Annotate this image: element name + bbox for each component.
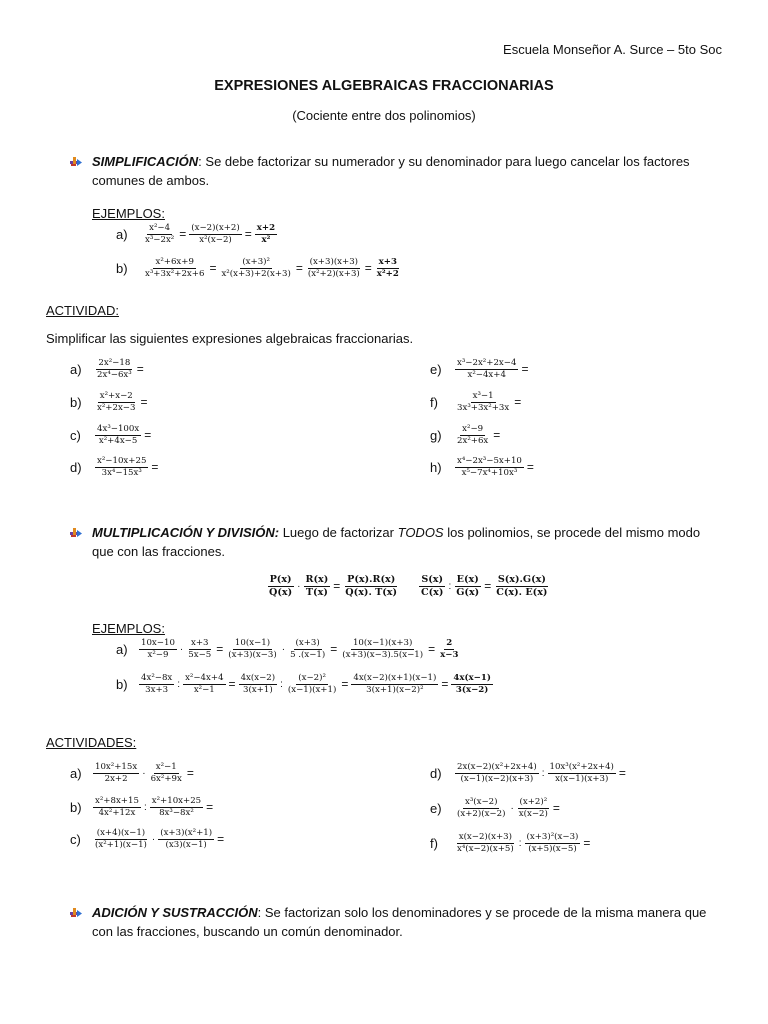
actividad-instruction: Simplificar las siguientes expresiones algebraicas fraccionarias. bbox=[46, 331, 414, 346]
equals-sign: = bbox=[151, 460, 159, 475]
denominator: G(x) bbox=[456, 586, 480, 598]
divide-sign: : bbox=[177, 678, 181, 690]
numerator: x+2 bbox=[256, 223, 276, 233]
numerator: x+3 bbox=[378, 257, 397, 267]
actividades-heading: ACTIVIDADES: bbox=[46, 735, 137, 750]
numerator: x²−4x+4 bbox=[185, 673, 224, 683]
numerator: (x+2)² bbox=[519, 797, 548, 807]
numerator: x⁴−2x³−5x+10 bbox=[457, 456, 522, 466]
equals-sign: = bbox=[618, 766, 626, 781]
denominator: x³−2x² bbox=[145, 234, 175, 245]
exercise-label: c) bbox=[70, 831, 81, 847]
equals-sign: = bbox=[136, 362, 144, 377]
exercise-item bbox=[70, 457, 160, 477]
equals-sign: = bbox=[552, 801, 560, 816]
fraction bbox=[94, 392, 138, 412]
fraction bbox=[185, 639, 214, 659]
exercise-label: b) bbox=[70, 394, 82, 410]
denominator: (x−1)(x−2)(x+3) bbox=[460, 773, 534, 784]
times-sign: · bbox=[281, 643, 286, 655]
numerator: (x+3)(x+3) bbox=[309, 257, 359, 267]
result-fraction bbox=[450, 674, 494, 694]
numerator: x²+10x+25 bbox=[151, 796, 202, 806]
equals-sign: = bbox=[526, 460, 534, 475]
denominator: 5x−5 bbox=[188, 649, 212, 660]
denominator: C(x) bbox=[421, 586, 444, 598]
fraction bbox=[188, 224, 242, 244]
operator-sign: · bbox=[142, 767, 146, 779]
equals-sign: = bbox=[179, 227, 187, 242]
equals-sign: = bbox=[514, 395, 522, 410]
denominator: x(x−1)(x+3) bbox=[555, 773, 609, 784]
fraction bbox=[92, 797, 142, 817]
fraction bbox=[342, 575, 400, 597]
denominator: (x3)(x−1) bbox=[165, 839, 207, 850]
division-rule bbox=[418, 575, 550, 597]
operator-sign: : bbox=[143, 801, 147, 813]
denominator: x(x−2) bbox=[518, 808, 548, 819]
fraction bbox=[350, 674, 439, 694]
denominator: 3x³+3x²+3x bbox=[457, 402, 510, 413]
operator-sign: : bbox=[518, 837, 522, 849]
operator-sign: · bbox=[151, 833, 156, 845]
denominator: x³+3x²+2x+6 bbox=[145, 268, 205, 279]
exercise-label: d) bbox=[430, 765, 442, 781]
numerator: (x+3)²(x−3) bbox=[526, 832, 579, 842]
fraction bbox=[339, 639, 426, 659]
multiplicacion-example-b bbox=[116, 674, 494, 694]
numerator: S(x).G(x) bbox=[497, 574, 546, 585]
numerator: x³−2x²+2x−4 bbox=[457, 358, 517, 368]
exercise-label: h) bbox=[430, 459, 442, 475]
simplificacion-paragraph bbox=[92, 152, 722, 190]
school-name: Escuela Monseñor A. Surce – 5to Soc bbox=[503, 42, 722, 57]
page-subtitle: (Cociente entre dos polinomios) bbox=[292, 108, 476, 123]
example-label: a) bbox=[116, 641, 128, 657]
multiplicacion-heading: MULTIPLICACIÓN Y DIVISIÓN: bbox=[92, 525, 280, 540]
fraction bbox=[493, 575, 550, 597]
numerator: 10x−10 bbox=[141, 638, 175, 648]
numerator: x³(x−2) bbox=[464, 797, 498, 807]
numerator: 4x³−100x bbox=[97, 424, 140, 434]
numerator: (x−2)² bbox=[298, 673, 326, 683]
fraction bbox=[418, 575, 446, 597]
page-title: EXPRESIONES ALGEBRAICAS FRACCIONARIAS bbox=[214, 78, 554, 94]
equals-sign: = bbox=[217, 832, 225, 847]
exercise-item bbox=[430, 425, 502, 445]
denominator: 3(x−2) bbox=[455, 684, 489, 695]
fraction bbox=[454, 833, 517, 853]
denominator: (x+3)(x−3).5(x−1) bbox=[342, 649, 424, 660]
fraction bbox=[94, 359, 135, 379]
fraction bbox=[285, 674, 339, 694]
fraction bbox=[149, 797, 204, 817]
numerator: 4x(x−1) bbox=[453, 673, 491, 683]
fraction bbox=[453, 575, 482, 597]
actividad-heading: ACTIVIDAD: bbox=[46, 303, 119, 318]
numerator: E(x) bbox=[456, 574, 479, 585]
numerator: (x+3)² bbox=[242, 257, 270, 267]
numerator: 10x³(x²+2x+4) bbox=[549, 762, 614, 772]
denominator: (x+5)(x−5) bbox=[528, 843, 577, 854]
numerator: x²+8x+15 bbox=[95, 796, 139, 806]
divide-sign: : bbox=[448, 580, 452, 592]
times-sign: · bbox=[179, 643, 184, 655]
equals-sign: = bbox=[228, 677, 236, 692]
adicion-heading: ADICIÓN Y SUSTRACCIÓN bbox=[92, 905, 258, 920]
fraction bbox=[547, 763, 617, 783]
simplificacion-example-b bbox=[116, 258, 402, 278]
equals-sign: = bbox=[521, 362, 529, 377]
denominator: x⁴(x−2)(x+5) bbox=[457, 843, 514, 854]
denominator: T(x) bbox=[305, 586, 328, 598]
multiplicacion-paragraph bbox=[92, 523, 722, 561]
fraction bbox=[182, 674, 226, 694]
adicion-paragraph bbox=[92, 903, 722, 941]
colored-arrow-bullet-icon bbox=[70, 526, 82, 538]
numerator: 4x(x−2) bbox=[240, 673, 276, 683]
fraction bbox=[287, 639, 328, 659]
fraction bbox=[94, 425, 142, 445]
equals-sign: = bbox=[140, 395, 148, 410]
numerator: P(x) bbox=[269, 574, 292, 585]
fraction bbox=[92, 763, 140, 783]
denominator: x²(x−2) bbox=[199, 234, 232, 245]
fraction bbox=[94, 457, 149, 477]
exercise-item bbox=[70, 829, 226, 849]
numerator: 2 bbox=[446, 638, 453, 648]
denominator: (x−1)(x+1) bbox=[287, 684, 337, 695]
exercise-item bbox=[70, 392, 150, 412]
equals-sign: = bbox=[216, 642, 224, 657]
denominator: (x+3)(x−3) bbox=[228, 649, 277, 660]
equals-sign: = bbox=[583, 836, 591, 851]
example-label: a) bbox=[116, 226, 128, 242]
simplificacion-heading: SIMPLIFICACIÓN bbox=[92, 154, 199, 169]
exercise-item bbox=[430, 833, 592, 853]
denominator: 4x²+12x bbox=[98, 807, 136, 818]
numerator: 10(x−1)(x+3) bbox=[352, 638, 413, 648]
exercise-item bbox=[430, 798, 562, 818]
equals-sign: = bbox=[428, 642, 436, 657]
simplificacion-example-a bbox=[116, 224, 278, 244]
multiplicacion-examples-label: EJEMPLOS: bbox=[92, 621, 165, 636]
exercise-label: d) bbox=[70, 459, 82, 475]
equals-sign: = bbox=[330, 642, 338, 657]
denominator: 3x+3 bbox=[145, 684, 169, 695]
colored-arrow-bullet-icon bbox=[70, 906, 82, 918]
exercise-item bbox=[430, 457, 536, 477]
result-fraction bbox=[374, 258, 402, 278]
exercise-item bbox=[430, 392, 523, 412]
colored-arrow-bullet-icon bbox=[70, 155, 82, 167]
fraction bbox=[454, 392, 512, 412]
exercise-item bbox=[70, 797, 215, 817]
numerator: 2x(x−2)(x²+2x+4) bbox=[457, 762, 537, 772]
denominator: Q(x). T(x) bbox=[345, 586, 398, 598]
fraction bbox=[218, 258, 293, 278]
numerator: P(x).R(x) bbox=[347, 574, 396, 585]
fraction bbox=[225, 639, 279, 659]
equals-sign: = bbox=[209, 261, 217, 276]
numerator: 10(x−1) bbox=[234, 638, 271, 648]
denominator: Q(x) bbox=[269, 586, 293, 598]
denominator: 3(x+1) bbox=[242, 684, 273, 695]
denominator: 5 .(x−1) bbox=[290, 649, 326, 660]
exercise-label: e) bbox=[430, 800, 442, 816]
fraction bbox=[92, 829, 150, 849]
equals-sign: = bbox=[186, 766, 194, 781]
equals-sign: = bbox=[244, 227, 252, 242]
denominator: x²+2x−3 bbox=[97, 402, 136, 413]
denominator: C(x). E(x) bbox=[496, 586, 548, 598]
denominator: 2x⁴−6x³ bbox=[97, 369, 132, 380]
numerator: x²+6x+9 bbox=[155, 257, 194, 267]
equals-sign: = bbox=[295, 261, 303, 276]
denominator: x⁵−7x⁴+10x³ bbox=[461, 467, 518, 478]
example-label: b) bbox=[116, 260, 128, 276]
fraction bbox=[516, 798, 551, 818]
numerator: x²−10x+25 bbox=[97, 456, 147, 466]
exercise-item bbox=[70, 425, 153, 445]
numerator: 4x²−8x bbox=[141, 673, 173, 683]
multiplicacion-text-emph: TODOS bbox=[397, 525, 444, 540]
denominator: 2x+2 bbox=[104, 773, 128, 784]
fraction bbox=[238, 674, 279, 694]
simplificacion-examples-label: EJEMPLOS: bbox=[92, 206, 165, 221]
numerator: (x+3)(x²+1) bbox=[160, 828, 213, 838]
fraction bbox=[454, 763, 540, 783]
result-fraction bbox=[437, 639, 461, 659]
denominator: 8x³−8x² bbox=[159, 807, 194, 818]
multiplicacion-text-post: los polinomios, se procede del mismo modo que con las fracciones. bbox=[92, 525, 701, 559]
exercise-label: f) bbox=[430, 835, 438, 851]
exercise-label: a) bbox=[70, 765, 82, 781]
equals-sign: = bbox=[493, 428, 501, 443]
example-label: b) bbox=[116, 676, 128, 692]
denominator: (x²+1)(x−1) bbox=[95, 839, 147, 850]
exercise-label: a) bbox=[70, 361, 82, 377]
numerator: 10x²+15x bbox=[95, 762, 138, 772]
equals-sign: = bbox=[364, 261, 372, 276]
divide-sign: : bbox=[280, 678, 283, 690]
exercise-label: e) bbox=[430, 361, 442, 377]
equals-sign: = bbox=[206, 800, 214, 815]
numerator: x³−1 bbox=[472, 391, 494, 401]
denominator: (x+2)(x−2) bbox=[457, 808, 506, 819]
exercise-label: b) bbox=[70, 799, 82, 815]
numerator: (x+4)(x−1) bbox=[96, 828, 146, 838]
fraction bbox=[454, 359, 519, 379]
denominator: x² bbox=[261, 234, 271, 245]
multiplicacion-text-pre: Luego de factorizar bbox=[279, 525, 398, 540]
fraction bbox=[303, 575, 332, 597]
exercise-item bbox=[430, 359, 530, 379]
numerator: S(x) bbox=[421, 574, 444, 585]
fraction bbox=[138, 639, 178, 659]
exercise-item bbox=[430, 763, 628, 783]
denominator: x²−9 bbox=[147, 649, 169, 660]
denominator: 2x²+6x bbox=[457, 435, 489, 446]
fraction bbox=[157, 829, 215, 849]
numerator: R(x) bbox=[305, 574, 329, 585]
fraction bbox=[266, 575, 295, 597]
times-sign: · bbox=[297, 580, 301, 592]
adicion-text: : Se factorizan solo los denominadores y se procede de la misma manera que con las fracciones, buscando un común denominador. bbox=[92, 905, 707, 939]
numerator: x(x−2)(x+3) bbox=[458, 832, 513, 842]
denominator: x²(x+3)+2(x+3) bbox=[221, 268, 291, 279]
denominator: 3x⁴−15x³ bbox=[101, 467, 142, 478]
numerator: 4x(x−2)(x+1)(x−1) bbox=[353, 673, 437, 683]
fraction bbox=[142, 258, 207, 278]
multiplication-rule bbox=[266, 575, 400, 597]
numerator: (x+3) bbox=[295, 638, 320, 648]
denominator: x−3 bbox=[440, 649, 459, 660]
equals-sign: = bbox=[144, 428, 152, 443]
result-fraction bbox=[254, 224, 278, 244]
fraction bbox=[148, 763, 185, 783]
operator-sign: : bbox=[541, 767, 545, 779]
exercise-label: f) bbox=[430, 394, 438, 410]
equals-sign: = bbox=[341, 677, 349, 692]
denominator: x²−4x+4 bbox=[467, 369, 506, 380]
simplificacion-text: : Se debe factorizar su numerador y su denominador para luego cancelar los factores comunes de ambos. bbox=[92, 154, 690, 188]
numerator: x²−9 bbox=[462, 424, 484, 434]
fraction bbox=[454, 798, 508, 818]
exercise-label: g) bbox=[430, 427, 442, 443]
denominator: 3(x+1)(x−2)² bbox=[366, 684, 424, 695]
operator-sign: · bbox=[510, 802, 514, 814]
equals-sign: = bbox=[441, 677, 449, 692]
fraction bbox=[305, 258, 363, 278]
numerator: x²−1 bbox=[155, 762, 177, 772]
equals-sign: = bbox=[333, 579, 341, 594]
equals-sign: = bbox=[484, 579, 492, 594]
fraction bbox=[454, 457, 525, 477]
numerator: x²+x−2 bbox=[99, 391, 133, 401]
denominator: x²−1 bbox=[193, 684, 215, 695]
numerator: x²−4 bbox=[149, 223, 171, 233]
exercise-item bbox=[70, 763, 196, 783]
denominator: 6x²+9x bbox=[150, 773, 182, 784]
numerator: x+3 bbox=[191, 638, 209, 648]
denominator: x²+4x−5 bbox=[98, 435, 138, 446]
fraction bbox=[138, 674, 175, 694]
denominator: x²+2 bbox=[376, 268, 399, 279]
exercise-label: c) bbox=[70, 427, 81, 443]
exercise-item bbox=[70, 359, 146, 379]
denominator: (x²+2)(x+3) bbox=[307, 268, 360, 279]
fraction bbox=[524, 833, 582, 853]
numerator: (x−2)(x+2) bbox=[191, 223, 240, 233]
fraction bbox=[454, 425, 491, 445]
numerator: 2x²−18 bbox=[98, 358, 131, 368]
multiplicacion-example-a bbox=[116, 639, 461, 659]
fraction bbox=[142, 224, 177, 244]
